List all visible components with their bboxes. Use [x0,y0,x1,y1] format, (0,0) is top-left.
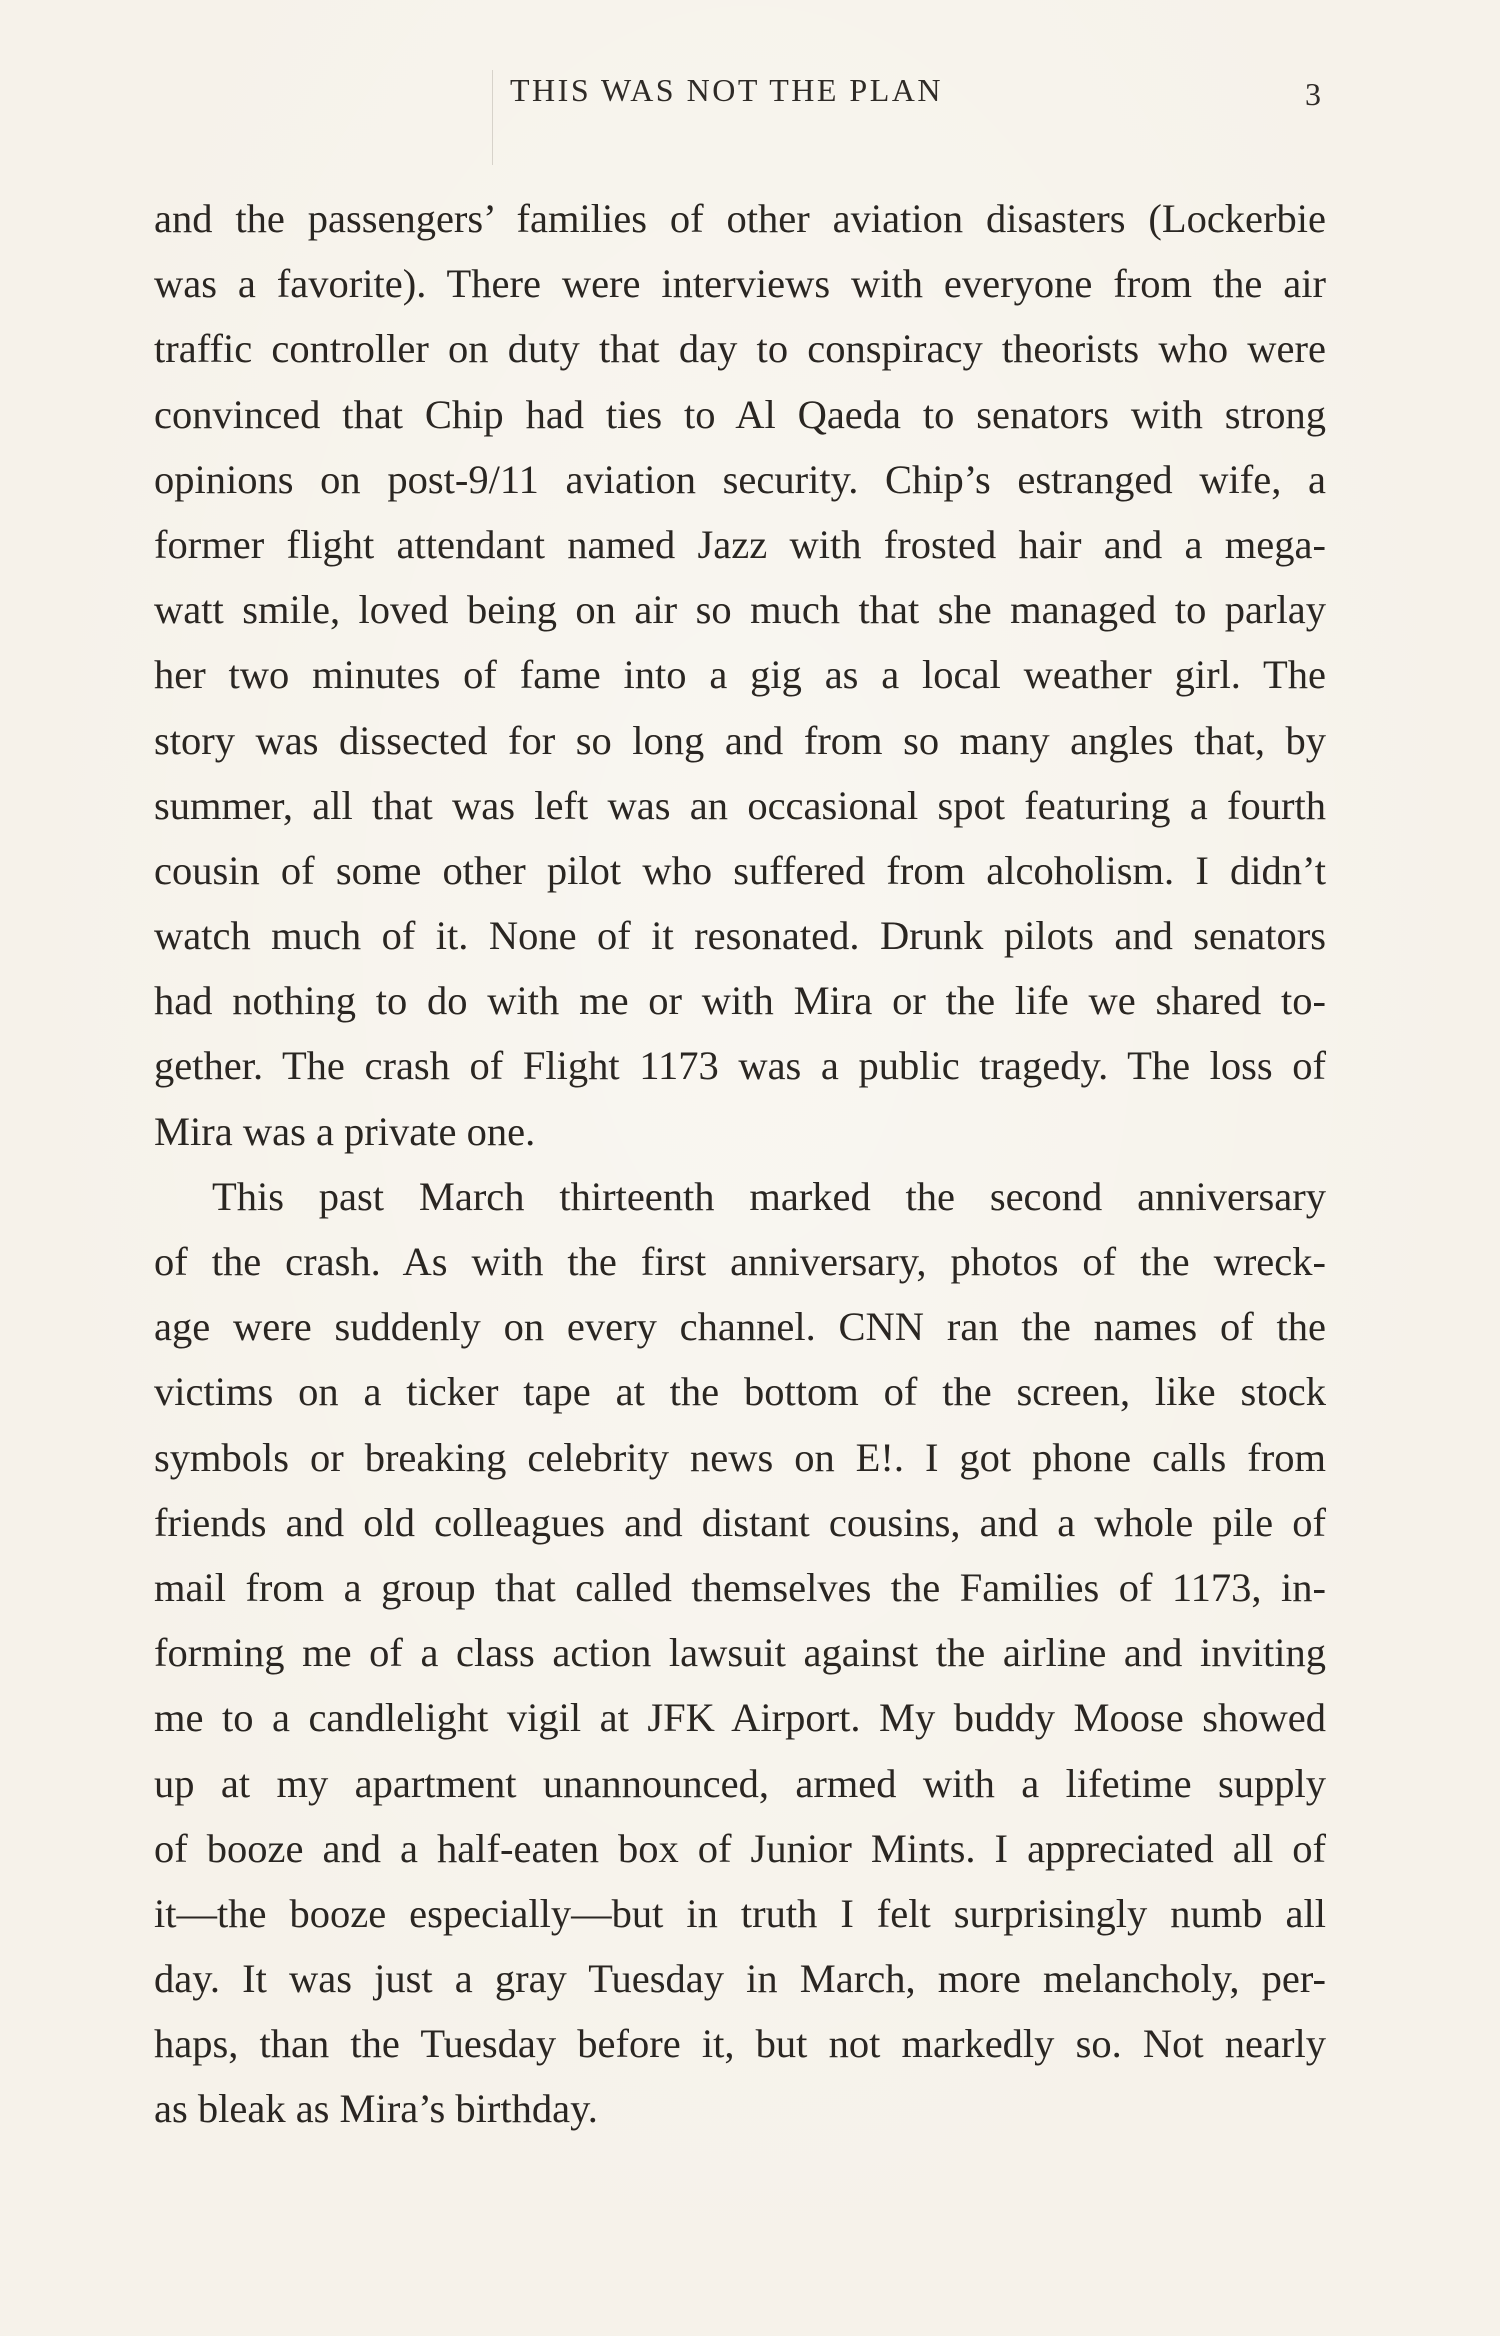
text-line: of the crash. As with the first anniversary, photos of the wreck- [154,1239,1326,1284]
text-line: up at my apartment unannounced, armed with a lifetime supply [154,1760,1326,1806]
running-head-title: THIS WAS NOT THE PLAN [510,72,943,108]
text-line: her two minutes of fame into a gig as a local weather girl. The [154,652,1326,698]
text-line: watt smile, loved being on air so much that she managed to parlay [154,587,1326,633]
text-line: story was dissected for so long and from so many angles that, by [154,717,1326,763]
text-line: convinced that Chip had ties to Al Qaeda to senators with strong [154,391,1326,437]
body-text [154,186,1326,2142]
text-line: of booze and a half-eaten box of Junior Mints. I appreciated all of [154,1825,1326,1871]
text-line: it—the booze especially—but in truth I felt surprisingly numb all [154,1890,1326,1936]
paragraph-1 [154,186,1326,1164]
text-line: Mira was a private one. [154,1108,536,1154]
text-line: gether. The crash of Flight 1173 was a public tragedy. The loss of [154,1043,1326,1089]
text-line: traffic controller on duty that day to conspiracy theorists who were [154,326,1326,372]
text-line: age were suddenly on every channel. CNN ran the names of the [154,1304,1326,1350]
text-line: cousin of some other pilot who suffered from alcoholism. I didn’t [154,847,1326,893]
text-line: haps, than the Tuesday before it, but not markedly so. Not nearly [154,2021,1326,2067]
paragraph-2 [154,1164,1326,2142]
text-line: friends and old colleagues and distant cousins, and a whole pile of [154,1499,1326,1545]
text-line: victims on a ticker tape at the bottom of the screen, like stock [154,1369,1326,1415]
text-line: former flight attendant named Jazz with frosted hair and a mega- [154,521,1326,567]
text-line: as bleak as Mira’s birthday. [154,2086,598,2132]
text-line: mail from a group that called themselves the Families of 1173, in- [154,1564,1326,1610]
text-line: symbols or breaking celebrity news on E!. I got phone calls from [154,1434,1326,1480]
text-line: opinions on post-9/11 aviation security. Chip’s estranged wife, a [154,456,1326,502]
text-line: watch much of it. None of it resonated. Drunk pilots and senators [154,913,1326,959]
text-line: day. It was just a gray Tuesday in March, more melancholy, per- [154,1956,1326,2002]
text-line: was a favorite). There were interviews with everyone from the air [154,261,1326,307]
text-line: had nothing to do with me or with Mira or the life we shared to- [154,978,1326,1024]
text-line: forming me of a class action lawsuit against the airline and inviting [154,1630,1326,1676]
text-line: and the passengers’ families of other aviation disasters (Lockerbie [154,196,1326,241]
text-line: me to a candlelight vigil at JFK Airport. My buddy Moose showed [154,1695,1326,1741]
text-line: summer, all that was left was an occasional spot featuring a fourth [154,782,1326,828]
page-crease [492,70,493,165]
text-line: This past March thirteenth marked the second anniversary [212,1173,1326,1219]
page-number: 3 [1305,76,1321,112]
